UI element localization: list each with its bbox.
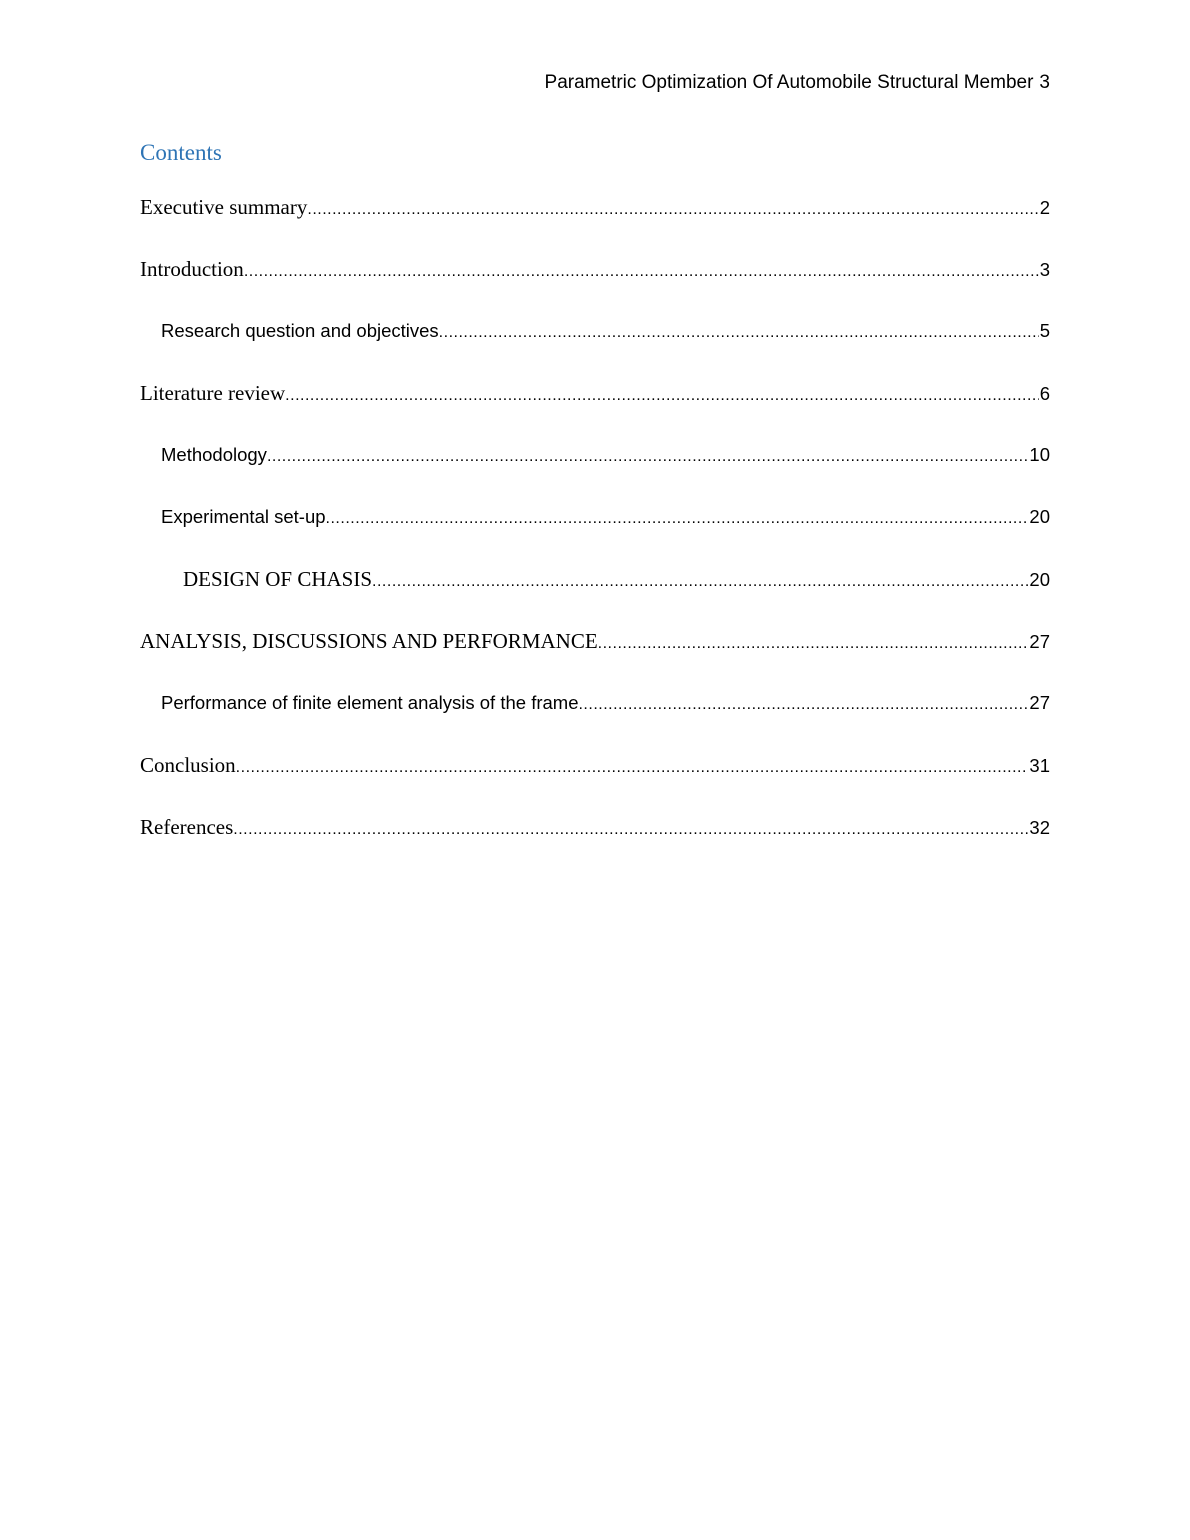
toc-dot-leader (326, 505, 1029, 533)
toc-entry-page: 32 (1029, 817, 1050, 838)
page-header (545, 70, 1050, 96)
toc-entry-title: Literature review (140, 381, 286, 405)
toc-entry-introduction[interactable] (140, 255, 1050, 317)
toc-entry-conclusion[interactable] (140, 751, 1050, 813)
toc-dot-leader (372, 568, 1028, 596)
toc-dot-leader (578, 691, 1028, 719)
toc-entry-experimental-setup[interactable] (140, 503, 1050, 565)
toc-dot-leader (267, 443, 1028, 471)
toc-entry-title: References (140, 815, 234, 839)
toc-entry-title: DESIGN OF CHASIS (183, 567, 373, 591)
toc-entry-page: 20 (1029, 506, 1050, 527)
toc-heading: Contents (140, 140, 222, 165)
toc-entry-title: Performance of finite element analysis of the frame (161, 692, 579, 713)
toc-entry-performance-fea[interactable] (140, 689, 1050, 751)
page-number: 3 (1039, 72, 1050, 93)
toc-entry-title: Introduction (140, 257, 244, 281)
toc-entry-title: Conclusion (140, 753, 236, 777)
toc-dot-leader (598, 630, 1029, 658)
toc-dot-leader (236, 754, 1029, 782)
toc-entry-title: Executive summary (140, 195, 308, 219)
toc-entry-page: 27 (1029, 631, 1050, 652)
running-title: Parametric Optimization Of Automobile Structural Member (544, 72, 1034, 93)
toc-entry-page: 3 (1039, 259, 1050, 280)
toc-entry-executive-summary[interactable] (140, 193, 1050, 255)
toc-entry-references[interactable] (140, 813, 1050, 875)
toc-entry-page: 20 (1029, 569, 1050, 590)
toc-entry-literature-review[interactable] (140, 379, 1050, 441)
toc-dot-leader (233, 816, 1028, 844)
toc-entry-title: Experimental set-up (161, 506, 326, 527)
toc-entry-title: Methodology (161, 444, 267, 465)
table-of-contents (140, 193, 1050, 875)
toc-entry-analysis-discussions[interactable] (140, 627, 1050, 689)
toc-entry-page: 5 (1039, 320, 1050, 341)
toc-entry-research-question[interactable] (140, 317, 1050, 379)
toc-entry-design-of-chasis[interactable] (140, 565, 1050, 627)
toc-entry-title: ANALYSIS, DISCUSSIONS AND PERFORMANCE (140, 629, 598, 653)
toc-entry-page: 2 (1039, 197, 1050, 218)
toc-dot-leader (439, 319, 1039, 347)
toc-entry-methodology[interactable] (140, 441, 1050, 503)
toc-dot-leader (244, 258, 1039, 286)
toc-entry-page: 31 (1029, 755, 1050, 776)
toc-entry-page: 27 (1029, 692, 1050, 713)
toc-dot-leader (307, 196, 1038, 224)
toc-entry-page: 10 (1029, 444, 1050, 465)
toc-entry-page: 6 (1039, 383, 1050, 404)
toc-dot-leader (285, 382, 1039, 410)
toc-entry-title: Research question and objectives (161, 320, 439, 341)
